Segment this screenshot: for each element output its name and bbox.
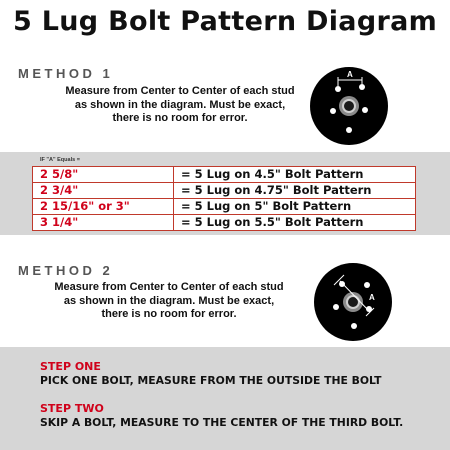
- step-one-text: PICK ONE BOLT, MEASURE FROM THE OUTSIDE THE BOLT: [40, 374, 382, 387]
- result-cell: = 5 Lug on 5.5" Bolt Pattern: [174, 215, 416, 231]
- method-2-line-1: Measure from Center to Center of each stud: [54, 281, 284, 293]
- result-cell: = 5 Lug on 4.75" Bolt Pattern: [174, 183, 416, 199]
- table-note: IF "A" Equals =: [40, 157, 80, 163]
- table-row: [33, 215, 416, 231]
- stud-hole: [330, 108, 336, 114]
- measurement-label: A: [347, 70, 353, 79]
- method-1-line-1: Measure from Center to Center of each stud: [65, 85, 295, 97]
- method-1-line-2: as shown in the diagram. Must be exact,: [74, 98, 286, 111]
- stud-hole: [335, 86, 341, 92]
- step-two-label: STEP TWO: [40, 402, 104, 415]
- method-1-description: [60, 85, 300, 126]
- method-2-wheel-diagram: [313, 262, 393, 342]
- page-title: 5 Lug Bolt Pattern Diagram: [12, 6, 438, 37]
- stud-hole: [364, 282, 370, 288]
- method-2-label: METHOD 2: [18, 263, 114, 278]
- method-2-description: [44, 281, 294, 322]
- bolt-pattern-table: [32, 166, 416, 231]
- method-1-line-3: there is no room for error.: [112, 112, 248, 124]
- measure-cell: 2 3/4": [33, 183, 174, 199]
- stud-hole: [333, 304, 339, 310]
- stud-hole: [359, 84, 365, 90]
- method-2-line-3: there is no room for error.: [101, 308, 237, 320]
- step-one-label: STEP ONE: [40, 360, 101, 373]
- step-two-text: SKIP A BOLT, MEASURE TO THE CENTER OF THE THIRD BOLT.: [40, 416, 404, 429]
- stud-hole: [362, 107, 368, 113]
- result-cell: = 5 Lug on 4.5" Bolt Pattern: [174, 167, 416, 183]
- measure-cell: 3 1/4": [33, 215, 174, 231]
- method-1-wheel-diagram: [309, 66, 389, 146]
- stud-hole: [351, 323, 357, 329]
- measurement-label: A: [369, 293, 375, 302]
- hub-bore: [344, 101, 354, 111]
- measure-cell: 2 15/16" or 3": [33, 199, 174, 215]
- table-row: [33, 183, 416, 199]
- table-row: [33, 199, 416, 215]
- result-cell: = 5 Lug on 5" Bolt Pattern: [174, 199, 416, 215]
- method-1-label: METHOD 1: [18, 66, 114, 81]
- stud-hole: [339, 281, 345, 287]
- method-2-line-2: as shown in the diagram. Must be exact,: [63, 294, 275, 307]
- table-row: [33, 167, 416, 183]
- measure-cell: 2 5/8": [33, 167, 174, 183]
- stud-hole: [346, 127, 352, 133]
